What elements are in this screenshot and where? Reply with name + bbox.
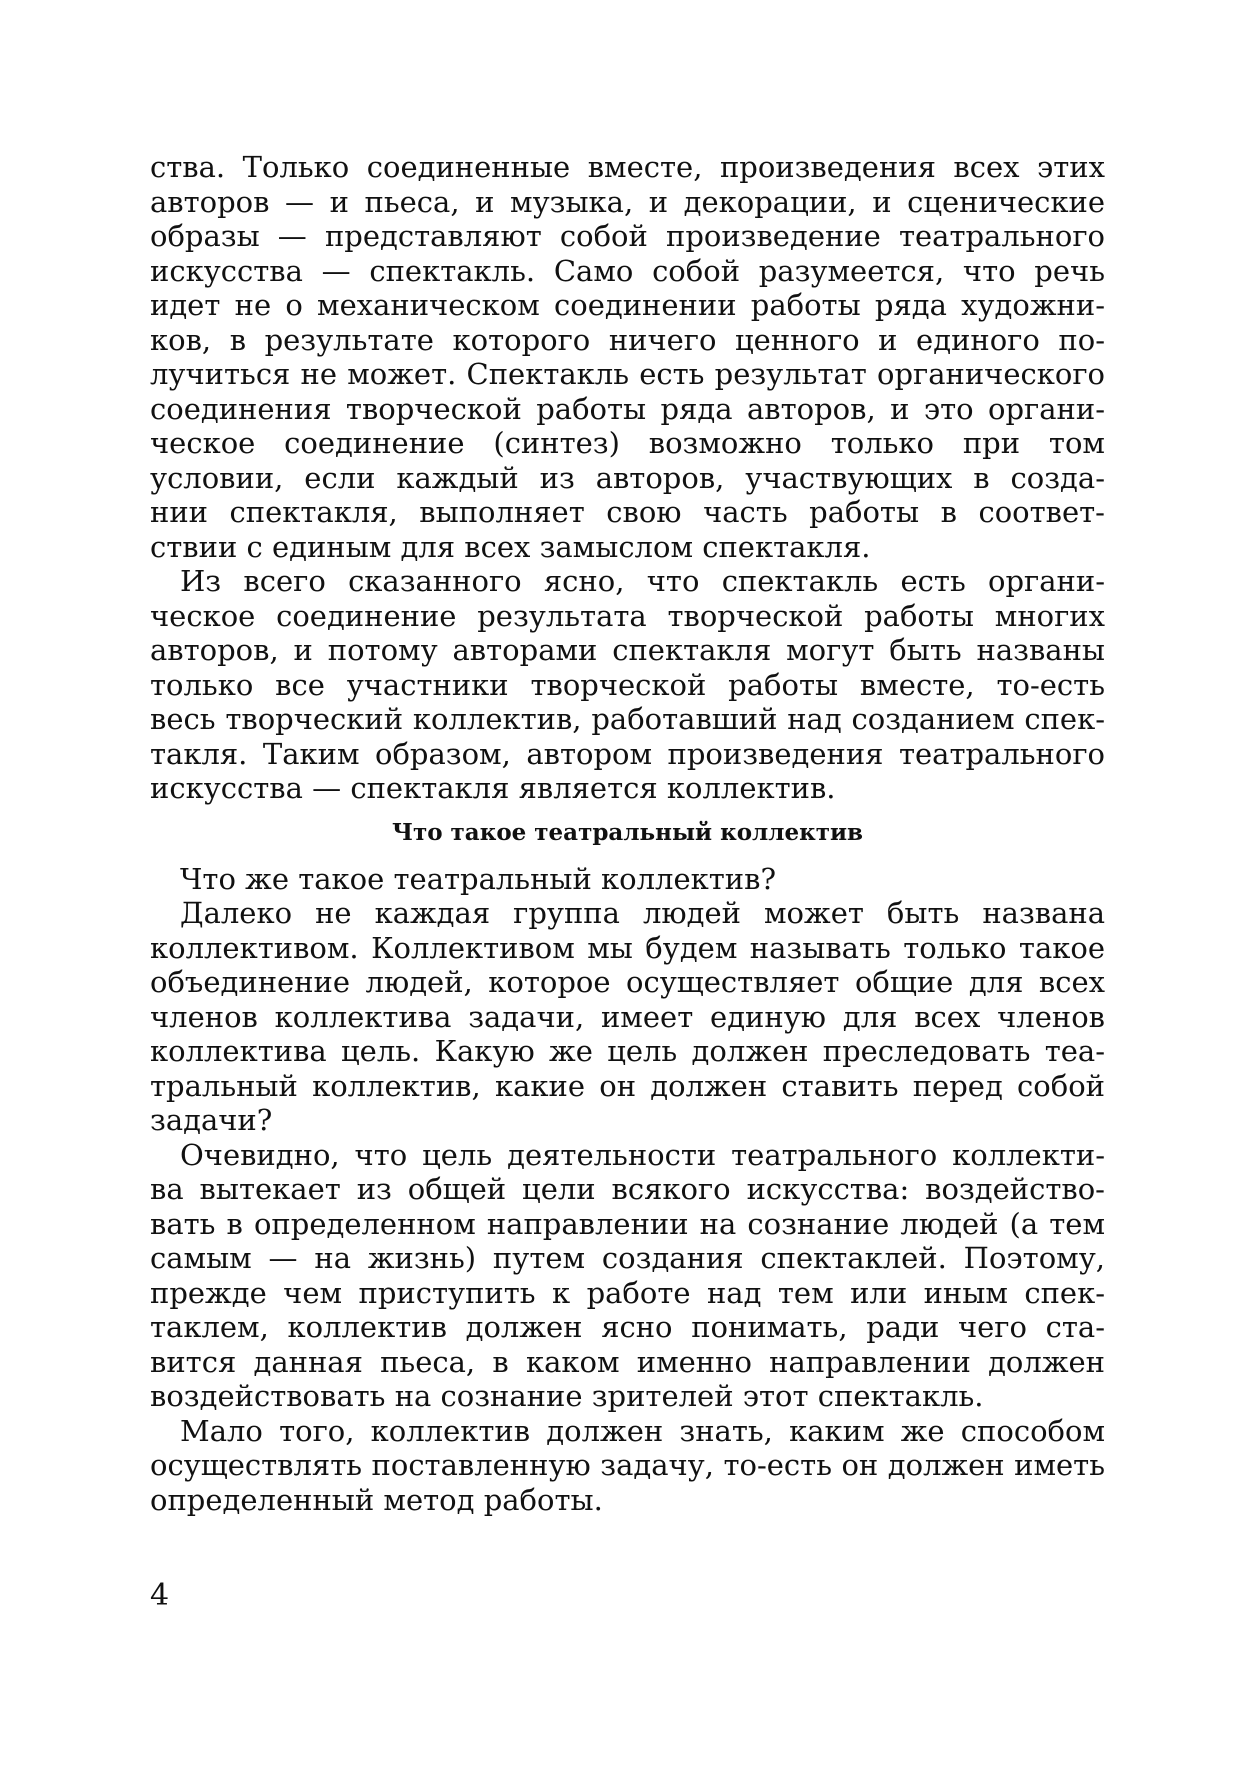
text-line: членов коллектива задачи, имеет единую для всех членов [150,999,1105,1034]
text-line: ческое соединение (синтез) возможно только при том [150,426,1105,460]
text-line: таклем, коллектив должен ясно понимать, ради чего ста- [150,1310,1105,1344]
page-text [150,150,1105,1517]
text-line: тральный коллектив, какие он должен ставить перед собой [150,1068,1105,1103]
text-line: нии спектакля, выполняет свою часть работы в соответ- [150,495,1105,529]
text-line: воздействовать на сознание зрителей этот спектакль. [150,1379,984,1413]
page-number: 4 [150,1578,170,1613]
paragraph-2 [150,564,1105,806]
paragraph-4 [150,896,1105,1138]
text-line: ческое соединение результата творческой работы многих [150,598,1105,633]
text-line: самым — на жизнь) путем создания спектаклей. Поэтому, [150,1241,1105,1275]
text-line: вится данная пьеса, в каком именно направлении должен [150,1344,1105,1379]
text-line: Из всего сказанного ясно, что спектакль есть органи- [180,564,1105,598]
text-line: авторов, и потому авторами спектакля могут быть названы [150,633,1105,667]
text-line: Далеко не каждая группа людей может быть названа [180,896,1105,930]
text-line: определенный метод работы. [150,1482,603,1517]
text-line: условии, если каждый из авторов, участвующих в созда- [150,460,1105,495]
text-line: такля. Таким образом, автором произведения театрального [150,736,1105,771]
text-line: коллективом. Коллективом мы будем называть только такое [150,930,1105,965]
text-line: Мало того, коллектив должен знать, каким же способом [180,1413,1105,1448]
text-line: Что же такое театральный коллектив? [180,861,777,896]
paragraph-5 [150,1138,1105,1414]
paragraph-6 [150,1414,1105,1518]
text-line: лучиться не может. Спектакль есть результат органического [150,357,1105,391]
text-line: весь творческий коллектив, работавший над созданием спек- [150,702,1105,736]
text-line: искусства — спектакль. Само собой разумеется, что речь [150,253,1105,288]
text-line: ствии с единым для всех замыслом спектакля. [150,529,871,564]
text-line: вать в определенном направлении на сознание людей (а тем [150,1206,1105,1241]
text-line: идет не о механическом соединении работы ряда художни- [150,288,1105,322]
text-line: ства. Только соединенные вместе, произведения всех этих [150,150,1105,184]
text-line: ков, в результате которого ничего ценного и единого по- [150,322,1105,357]
text-line: искусства — спектакля является коллектив. [150,771,836,805]
text-line: задачи? [150,1103,273,1137]
text-line: осуществлять поставленную задачу, то-есть он должен иметь [150,1448,1105,1482]
paragraph-1 [150,150,1105,564]
section-heading: Что такое театральный коллектив [391,818,864,846]
text-line: ва вытекает из общей цели всякого искусства: воздейство- [150,1172,1105,1206]
text-line: объединение людей, которое осуществляет общие для всех [150,965,1105,999]
paragraph-3 [150,862,1105,897]
text-line: соединения творческой работы ряда авторов, и это органи- [150,391,1105,426]
text-line: прежде чем приступить к работе над тем или иным спек- [150,1275,1105,1310]
text-line: образы — представляют собой произведение театрального [150,219,1105,253]
text-line: коллектива цель. Какую же цель должен преследовать теа- [150,1034,1105,1068]
text-line: Очевидно, что цель деятельности театрального коллекти- [180,1137,1105,1172]
text-line: авторов — и пьеса, и музыка, и декорации, и сценические [150,184,1105,219]
text-line: только все участники творческой работы вместе, то-есть [150,667,1105,702]
